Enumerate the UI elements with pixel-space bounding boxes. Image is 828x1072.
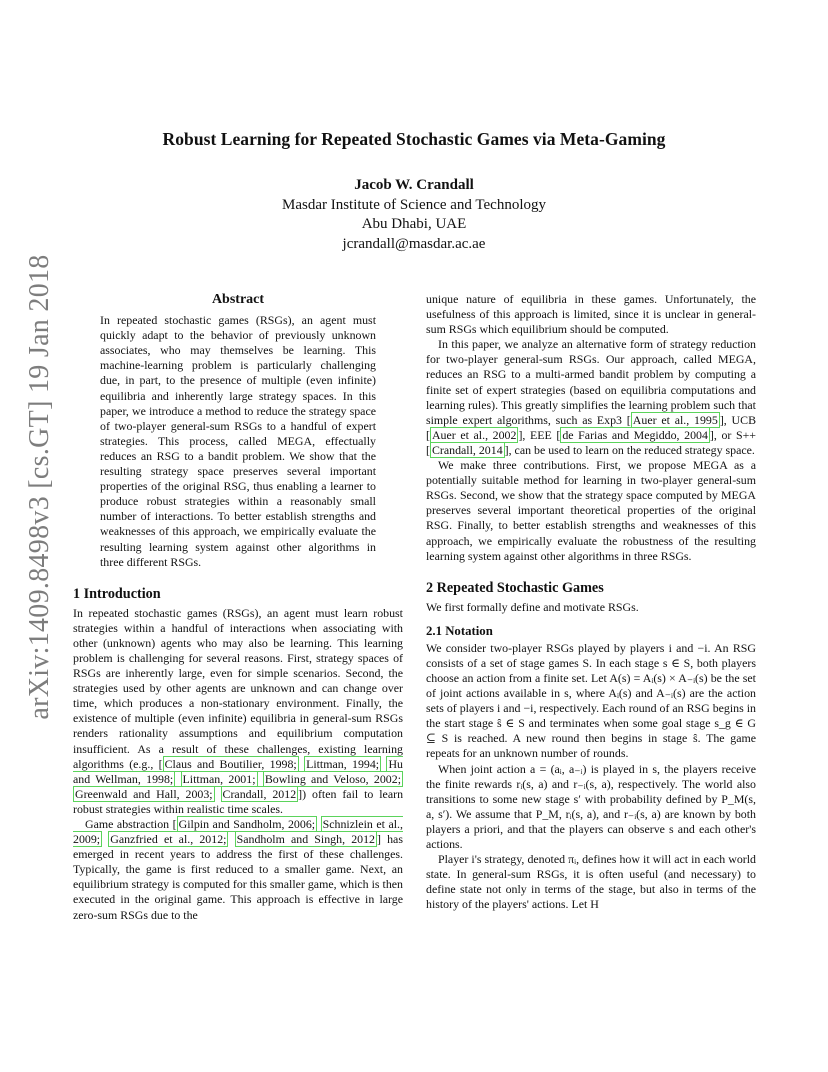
- arxiv-identifier-stamp: arXiv:1409.8498v3 [cs.GT] 19 Jan 2018: [24, 254, 55, 720]
- citation-link[interactable]: Crandall, 2014: [431, 442, 503, 457]
- left-column: [73, 292, 403, 923]
- intro-paragraph-1: [73, 606, 403, 817]
- citation-link[interactable]: de Farias and Megiddo, 2004: [562, 427, 708, 442]
- citation-link[interactable]: [ Claus and Boutilier, 1998; Littman, 1994; Hu and Wellman, 1998; Littman, 2001; Bowling and Veloso, 2002; Greenwald and Hall, 2003; Crandall, 2012 ]: [73, 756, 403, 801]
- author-email[interactable]: jcrandall@masdar.ac.ae: [342, 235, 486, 252]
- section-2-heading: 2 Repeated Stochastic Games: [426, 579, 604, 596]
- notation-paragraph-3: Player i's strategy, denoted πᵢ, defines how it will act in each world state. In general-sum RSGs, it is often useful (and necessary) to define state not only in terms of the stage, but also in terms of the history of the players' actions. Let H: [426, 852, 756, 912]
- section-2-intro: We first formally define and motivate RSGs.: [426, 599, 639, 614]
- notation-paragraph-2: When joint action a = (aᵢ, a₋ᵢ) is played in s, the players receive the finite rewards rᵢ(s, a) and r₋ᵢ(s, a), respectively. The world also transitions to some new stage s′ with probability defined by P_M(s, a, s′). We assume that P_M, rᵢ(s, a), and r₋ᵢ(s, a) are known by both players a priori, and that the players can observe s and each other's actions.: [426, 761, 756, 851]
- section-2-1-heading: 2.1 Notation: [426, 623, 493, 638]
- author-affiliation: Masdar Institute of Science and Technology: [281, 196, 547, 213]
- intro-paragraph-2: [73, 817, 403, 923]
- author-name: Jacob W. Crandall: [354, 177, 474, 193]
- citation-link[interactable]: [ Gilpin and Sandholm, 2006; Schnizlein et al., 2009; Ganzfried et al., 2012; Sandholm and Singh, 2012 ]: [73, 817, 403, 847]
- right-paragraph-1: unique nature of equilibria in these games. Unfortunately, the usefulness of this approach is limited, since it is unclear in general-sum RSGs which equilibrium should be computed.: [426, 292, 756, 337]
- section-1-heading: 1 Introduction: [73, 585, 161, 602]
- abstract-text: In repeated stochastic games (RSGs), an agent must quickly adapt to the behavior of previously unknown associates, who may themselves be learning. This machine-learning problem is particularly challenging due, in part, to the presence of multiple (even infinite) equilibria and inherently large strategy spaces. In this paper, we introduce a method to reduce the strategy space of two-player general-sum RSGs to a handful of expert strategies. This process, called MEGA, effectually reduces an RSG to a bandit problem. We show that the resulting strategy space preserves several important properties of the original RSG, thus enabling a learner to produce robust strategies within a reasonably small number of interactions. To better establish strengths and weaknesses of this approach, we empirically evaluate the resulting learning system against other algorithms in three different RSGs.: [100, 313, 376, 569]
- right-paragraph-2: In this paper, we analyze an alternative form of strategy reduction for two-player general-sum RSGs. Our approach, called MEGA, reduces an RSG to a multi-armed bandit problem by computing a finite set of expert strategies (based on equilibria computations and learning rules). This greatly simplifies the learning problem such that simple expert algorithms, such as Exp3 [ Auer et al., 1995 ], UCB [ Auer et al., 2002 ], EEE [ de Farias and Megiddo, 2004 ], or S++ [ Crandall, 2014 ], can be used to learn on the reduced strategy space.: [426, 337, 757, 457]
- abstract-heading: Abstract: [211, 292, 265, 307]
- intro-p1-text: In repeated stochastic games (RSGs), an agent must learn robust strategies within a handful of interactions when associating with other (unknown) agents who may also be learning. This learning problem is challenging for several reasons. First, strategy spaces of RSGs are inherently large, even for simple scenarios. Second, the strategies used by other agents are unknown and can change over time, which produces a non-stationary environment. Finally, the existence of multiple (even infinite) equilibria in general-sum RSGs renders rationality assumptions and equilibrium computation insufficient. As a result of these challenges, existing learning algorithms (e.g.,: [73, 605, 403, 771]
- intro-p2-start: Game abstraction: [85, 817, 170, 831]
- intro-p2-end: has emerged in recent years to address the first of these challenges. Typically, the game is first reduced to a smaller game. Next, an equilibrium strategy is computed for this smaller game, which is then executed in the original game. This approach is effective in large zero-sum RSGs due to the: [73, 832, 403, 922]
- right-column: [426, 292, 756, 912]
- citation-link[interactable]: Auer et al., 2002: [431, 427, 517, 442]
- intro-p1-end: ) often fail to learn robust strategies within realistic time scales.: [73, 786, 404, 816]
- citation-link[interactable]: Auer et al., 1995: [632, 412, 718, 427]
- author-block: [0, 176, 828, 254]
- paper-title: Robust Learning for Repeated Stochastic Games via Meta-Gaming: [162, 129, 666, 149]
- right-paragraph-3: We make three contributions. First, we propose MEGA as a potentially suitable method for learning in two-player general-sum RSGs. Second, we show that the strategy space computed by MEGA preserves several important theoretical properties of the original RSG. Finally, to better establish strengths and weaknesses of this approach, we empirically evaluate the robustness of the resulting learning system against other algorithms in three RSGs.: [426, 458, 756, 563]
- notation-paragraph-1: We consider two-player RSGs played by players i and −i. An RSG consists of a set of stage games S. In each stage s ∈ S, both players choose an action from a finite set. Let A(s) = Aᵢ(s) × A₋ᵢ(s) be the set of joint actions available in s, where Aᵢ(s) and A₋ᵢ(s) are the action sets of players i and −i, respectively. Each round of an RSG begins in the start stage ŝ ∈ S and terminates when some goal stage s_g ∈ G ⊆ S is reached. A new round then begins in stage ŝ. The game repeats for an unknown number of rounds.: [426, 640, 756, 761]
- author-location: Abu Dhabi, UAE: [361, 216, 467, 232]
